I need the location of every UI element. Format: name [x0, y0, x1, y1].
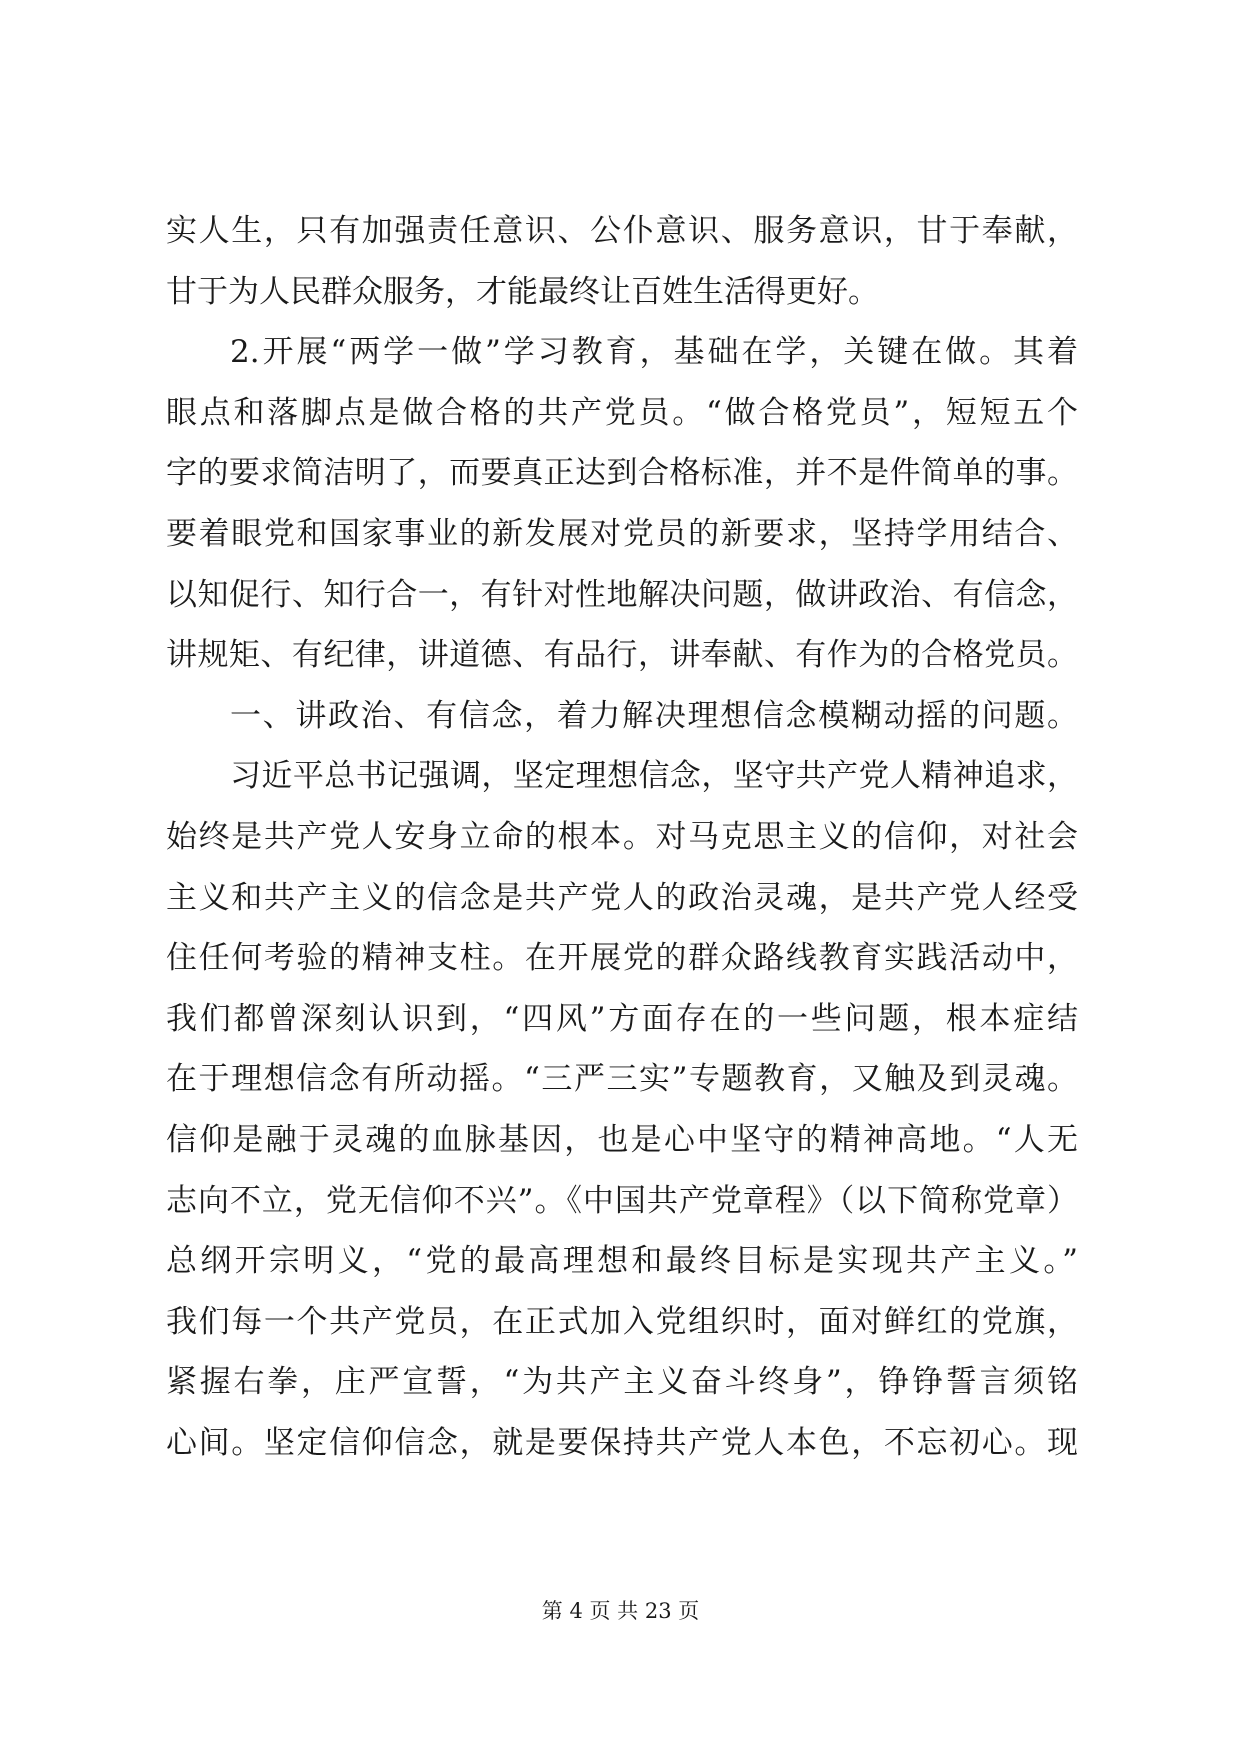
text-line: 讲规矩、有纪律，讲道德、有品行，讲奉献、有作为的合格党员。: [166, 637, 1078, 674]
text-line: 我们都曾深刻认识到，“四风”方面存在的一些问题，根本症结: [166, 1000, 1078, 1037]
text-line: 始终是共产党人安身立命的根本。对马克思主义的信仰，对社会: [166, 818, 1078, 855]
text-line: 志向不立，党无信仰不兴”。《中国共产党章程》（以下简称党章）: [166, 1182, 1078, 1219]
text-line: 信仰是融于灵魂的血脉基因，也是心中坚守的精神高地。“人无: [166, 1121, 1078, 1158]
text-line: 我们每一个共产党员，在正式加入党组织时，面对鲜红的党旗，: [166, 1303, 1078, 1340]
text-line: 以知促行、知行合一，有针对性地解决问题，做讲政治、有信念，: [166, 576, 1078, 613]
text-line: 习近平总书记强调，坚定理想信念，坚守共产党人精神追求，: [230, 758, 1078, 795]
text-line: 紧握右拳，庄严宣誓，“为共产主义奋斗终身”，铮铮誓言须铭: [166, 1364, 1078, 1401]
text-line: 字的要求简洁明了，而要真正达到合格标准，并不是件简单的事。: [166, 455, 1078, 492]
text-line: 眼点和落脚点是做合格的共产党员。“做合格党员”，短短五个: [166, 394, 1078, 431]
text-line: 主义和共产主义的信念是共产党人的政治灵魂，是共产党人经受: [166, 879, 1078, 916]
text-line: 在于理想信念有所动摇。“三严三实”专题教育，又触及到灵魂。: [166, 1061, 1078, 1098]
text-line: 心间。坚定信仰信念，就是要保持共产党人本色，不忘初心。现: [166, 1424, 1078, 1461]
text-line: 总纲开宗明义，“党的最高理想和最终目标是实现共产主义。”: [166, 1243, 1078, 1280]
text-line: 2.开展“两学一做”学习教育，基础在学，关键在做。其着: [230, 334, 1078, 371]
text-line: 住任何考验的精神支柱。在开展党的群众路线教育实践活动中，: [166, 940, 1078, 977]
document-body: [166, 201, 1078, 1473]
text-line: 甘于为人民群众服务，才能最终让百姓生活得更好。: [166, 273, 879, 310]
text-line: 要着眼党和国家事业的新发展对党员的新要求，坚持学用结合、: [166, 515, 1078, 552]
text-line: 实人生，只有加强责任意识、公仆意识、服务意识，甘于奉献，: [166, 213, 1078, 249]
page-number-footer: 第 4 页 共 23 页: [541, 1599, 700, 1623]
section-heading: 一、讲政治、有信念，着力解决理想信念模糊动摇的问题。: [230, 697, 1078, 734]
